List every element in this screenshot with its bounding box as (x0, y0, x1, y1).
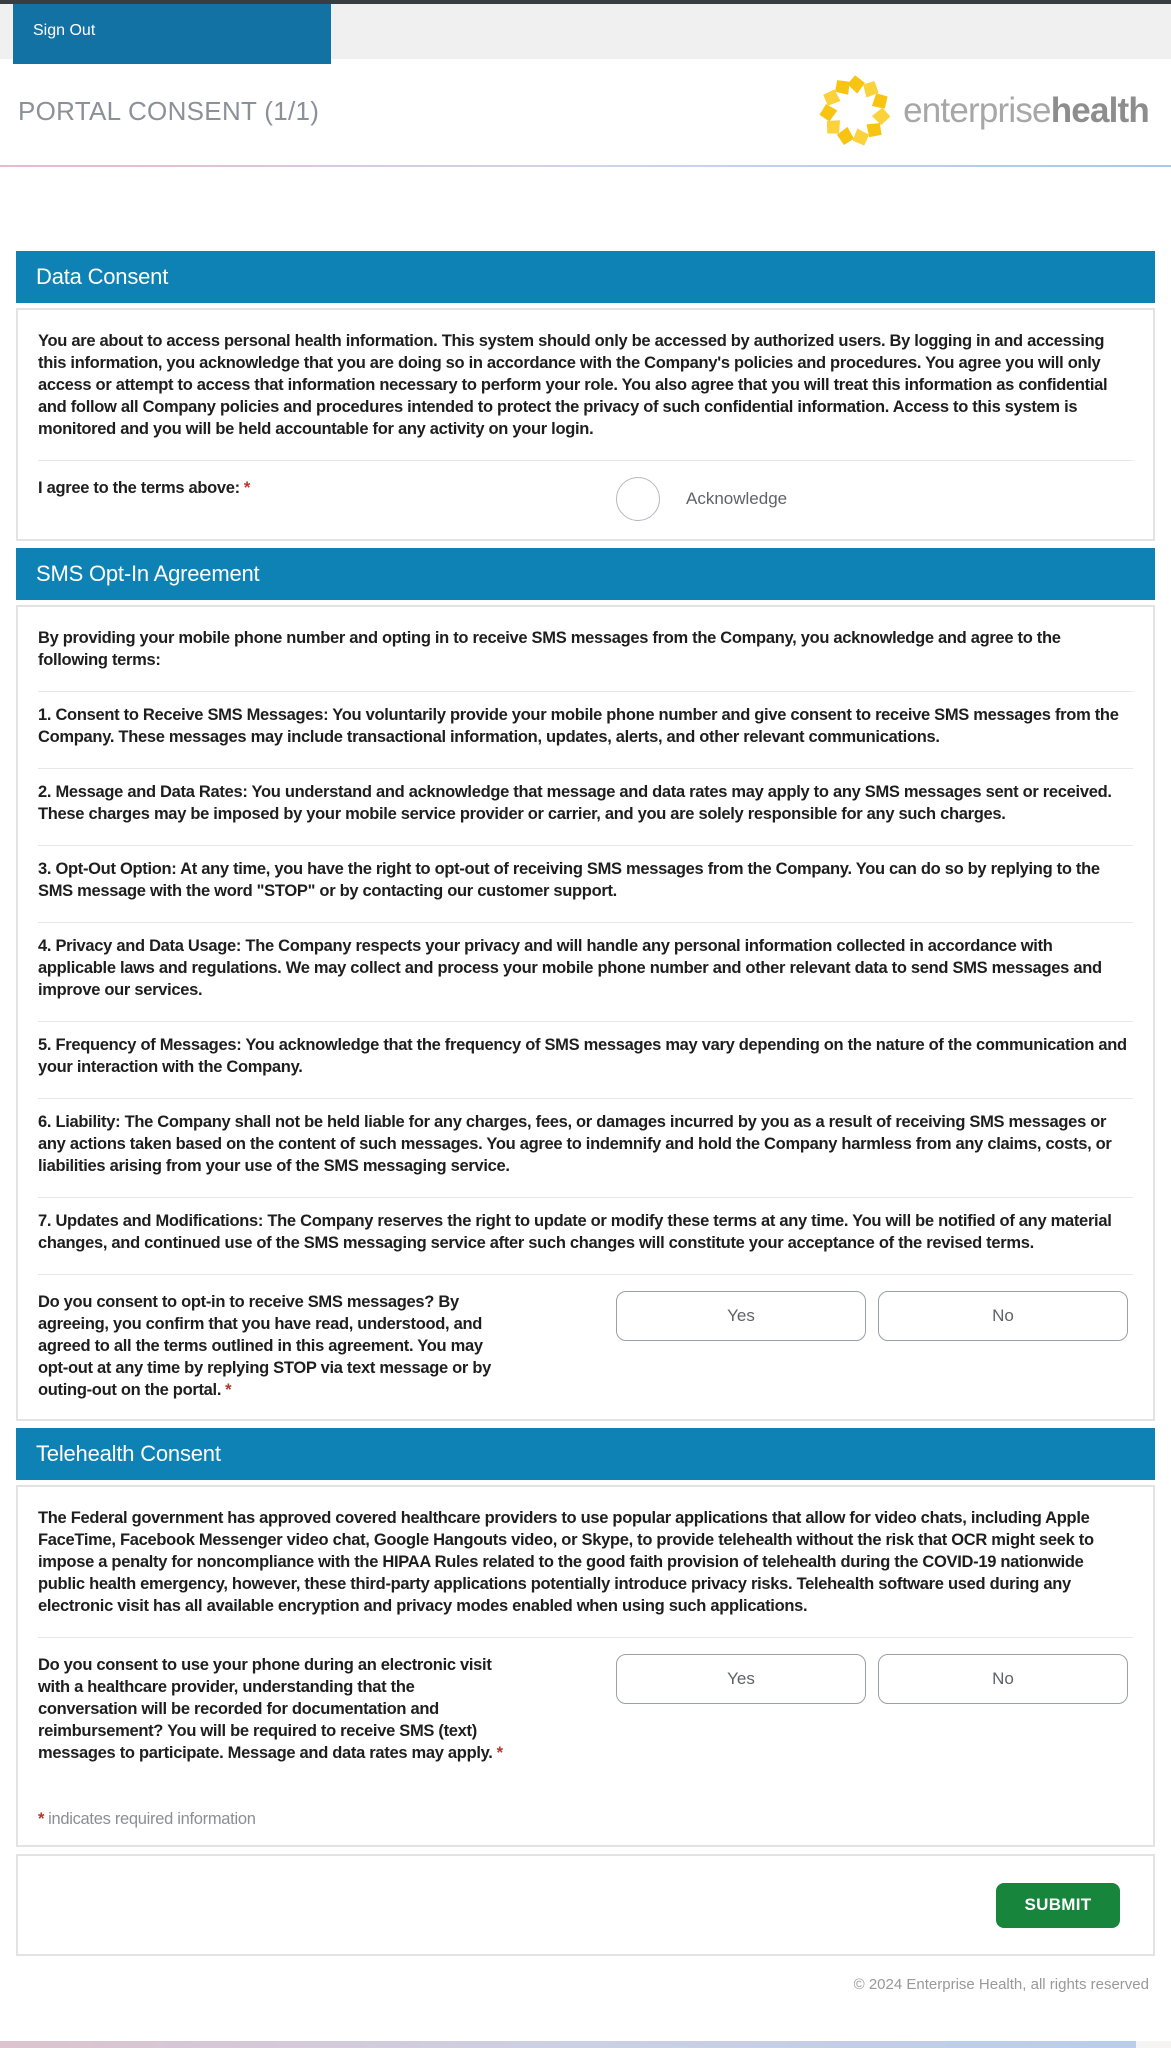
acknowledge-radio-label: Acknowledge (686, 489, 788, 508)
divider (38, 845, 1133, 846)
required-asterisk: * (243, 479, 251, 497)
enterprise-health-logo (817, 73, 1149, 149)
section-header-telehealth: Telehealth Consent (16, 1428, 1155, 1480)
submit-button[interactable]: SUBMIT (996, 1883, 1120, 1928)
required-information-note: * indicates required information (38, 1810, 256, 1828)
sms-term-1: 1. Consent to Receive SMS Messages: You voluntarily provide your mobile phone number and give consent to receive SMS messages from the Company. These messages may include transactional information, updates, alerts, and other relevant communications. (38, 706, 1119, 746)
sms-opt-in-card (16, 605, 1155, 1421)
required-asterisk: * (496, 1744, 503, 1762)
sms-term-2: 2. Message and Data Rates: You understand and acknowledge that message and data rates may apply to any SMS messages sent or received. These charges may be imposed by your mobile service provider or carrier, and you are solely responsible for any such charges. (38, 783, 1112, 823)
page-title: PORTAL CONSENT (1/1) (18, 95, 320, 126)
horizontal-scrollbar[interactable] (0, 2041, 1171, 2048)
sms-term-6: 6. Liability: The Company shall not be held liable for any charges, fees, or damages incurred by you as a result of receiving SMS messages or any actions taken based on the content of such messages. You agree to indemnify and hold the Company harmless from any claims, costs, or liabilities arising from your use of the SMS messaging service. (38, 1113, 1112, 1175)
sms-consent-question-row (38, 1275, 1133, 1419)
telehealth-question-row (38, 1638, 1133, 1782)
sms-yes-button[interactable]: Yes (616, 1291, 866, 1341)
divider (38, 1098, 1133, 1099)
agree-row (38, 461, 1133, 539)
sms-term-3: 3. Opt-Out Option: At any time, you have the right to opt-out of receiving SMS messages from the Company. You can do so by replying to the SMS message with the word "STOP" or by contacting our customer support. (38, 860, 1100, 900)
sms-term-4: 4. Privacy and Data Usage: The Company respects your privacy and will handle any personal information collected in accordance with applicable laws and regulations. We may collect and process your mobile phone number and other relevant data to send SMS messages and improve our services. (38, 937, 1102, 999)
consent-form (0, 167, 1171, 1993)
sms-consent-question: Do you consent to opt-in to receive SMS messages? By agreeing, you confirm that you have read, understood, and agreed to all the terms outlined in this agreement. You may opt-out at any time by replying STOP via text message or by outing-out on the portal. * (38, 1293, 491, 1399)
acknowledge-radio[interactable] (616, 477, 660, 521)
divider (38, 691, 1133, 692)
page-header (0, 59, 1171, 167)
telehealth-body: The Federal government has approved covered healthcare providers to use popular applications that allow for video chats, including Apple FaceTime, Facebook Messenger video chat, Google Hangouts video, or Skype, to provide telehealth without the risk that OCR might seek to impose a penalty for noncompliance with the HIPAA Rules related to the good faith provision of telehealth during the COVID-19 nationwide public health emergency, however, these third-party applications potentially introduce privacy risks. Telehealth software used during any electronic visit has all available encryption and privacy modes enabled when using such applications. (38, 1509, 1094, 1615)
sign-out-button[interactable]: Sign Out (13, 4, 331, 64)
divider (38, 1021, 1133, 1022)
sunflower-logo-icon (817, 73, 893, 149)
sms-intro: By providing your mobile phone number and opting in to receive SMS messages from the Company, you acknowledge and agree to the following terms: (38, 629, 1061, 669)
section-header-data-consent: Data Consent (16, 251, 1155, 303)
telehealth-yes-button[interactable]: Yes (616, 1654, 866, 1704)
copyright-text: © 2024 Enterprise Health, all rights reserved (853, 1976, 1149, 1993)
divider (38, 1197, 1133, 1198)
telehealth-no-button[interactable]: No (878, 1654, 1128, 1704)
logo-wordmark: enterprisehealth (903, 91, 1149, 130)
sms-no-button[interactable]: No (878, 1291, 1128, 1341)
section-header-sms-opt-in: SMS Opt-In Agreement (16, 548, 1155, 600)
sms-term-7: 7. Updates and Modifications: The Company reserves the right to update or modify these terms at any time. You will be notified of any material changes, and continued use of the SMS messaging service after such changes will constitute your acceptance of the revised terms. (38, 1212, 1112, 1252)
horizontal-scrollbar-thumb[interactable] (0, 2041, 1136, 2048)
sms-term-5: 5. Frequency of Messages: You acknowledge that the frequency of SMS messages may vary depending on the nature of the communication and your interaction with the Company. (38, 1036, 1127, 1076)
telehealth-card (16, 1485, 1155, 1847)
data-consent-body: You are about to access personal health information. This system should only be accessed by authorized users. By logging in and accessing this information, you acknowledge that you are doing so in accordance with the Company's policies and procedures. You agree you will only access or attempt to access that information necessary to perform your role. You also agree that you will treat this information as confidential and follow all Company policies and procedures intended to protect the privacy of such confidential information. Access to this system is monitored and you will be held accountable for any activity on your login. (38, 332, 1108, 438)
required-asterisk: * (225, 1381, 232, 1399)
divider (38, 922, 1133, 923)
agree-label: I agree to the terms above: * (38, 479, 251, 497)
top-navigation-bar (0, 4, 1171, 59)
data-consent-card (16, 308, 1155, 541)
telehealth-question: Do you consent to use your phone during an electronic visit with a healthcare provider, understanding that the conversation will be recorded for documentation and reimbursement? You will be required to receive SMS (text) messages to participate. Message and data rates may apply. * (38, 1656, 503, 1762)
required-asterisk: * (38, 1810, 45, 1828)
submit-row (16, 1854, 1155, 1956)
divider (38, 768, 1133, 769)
